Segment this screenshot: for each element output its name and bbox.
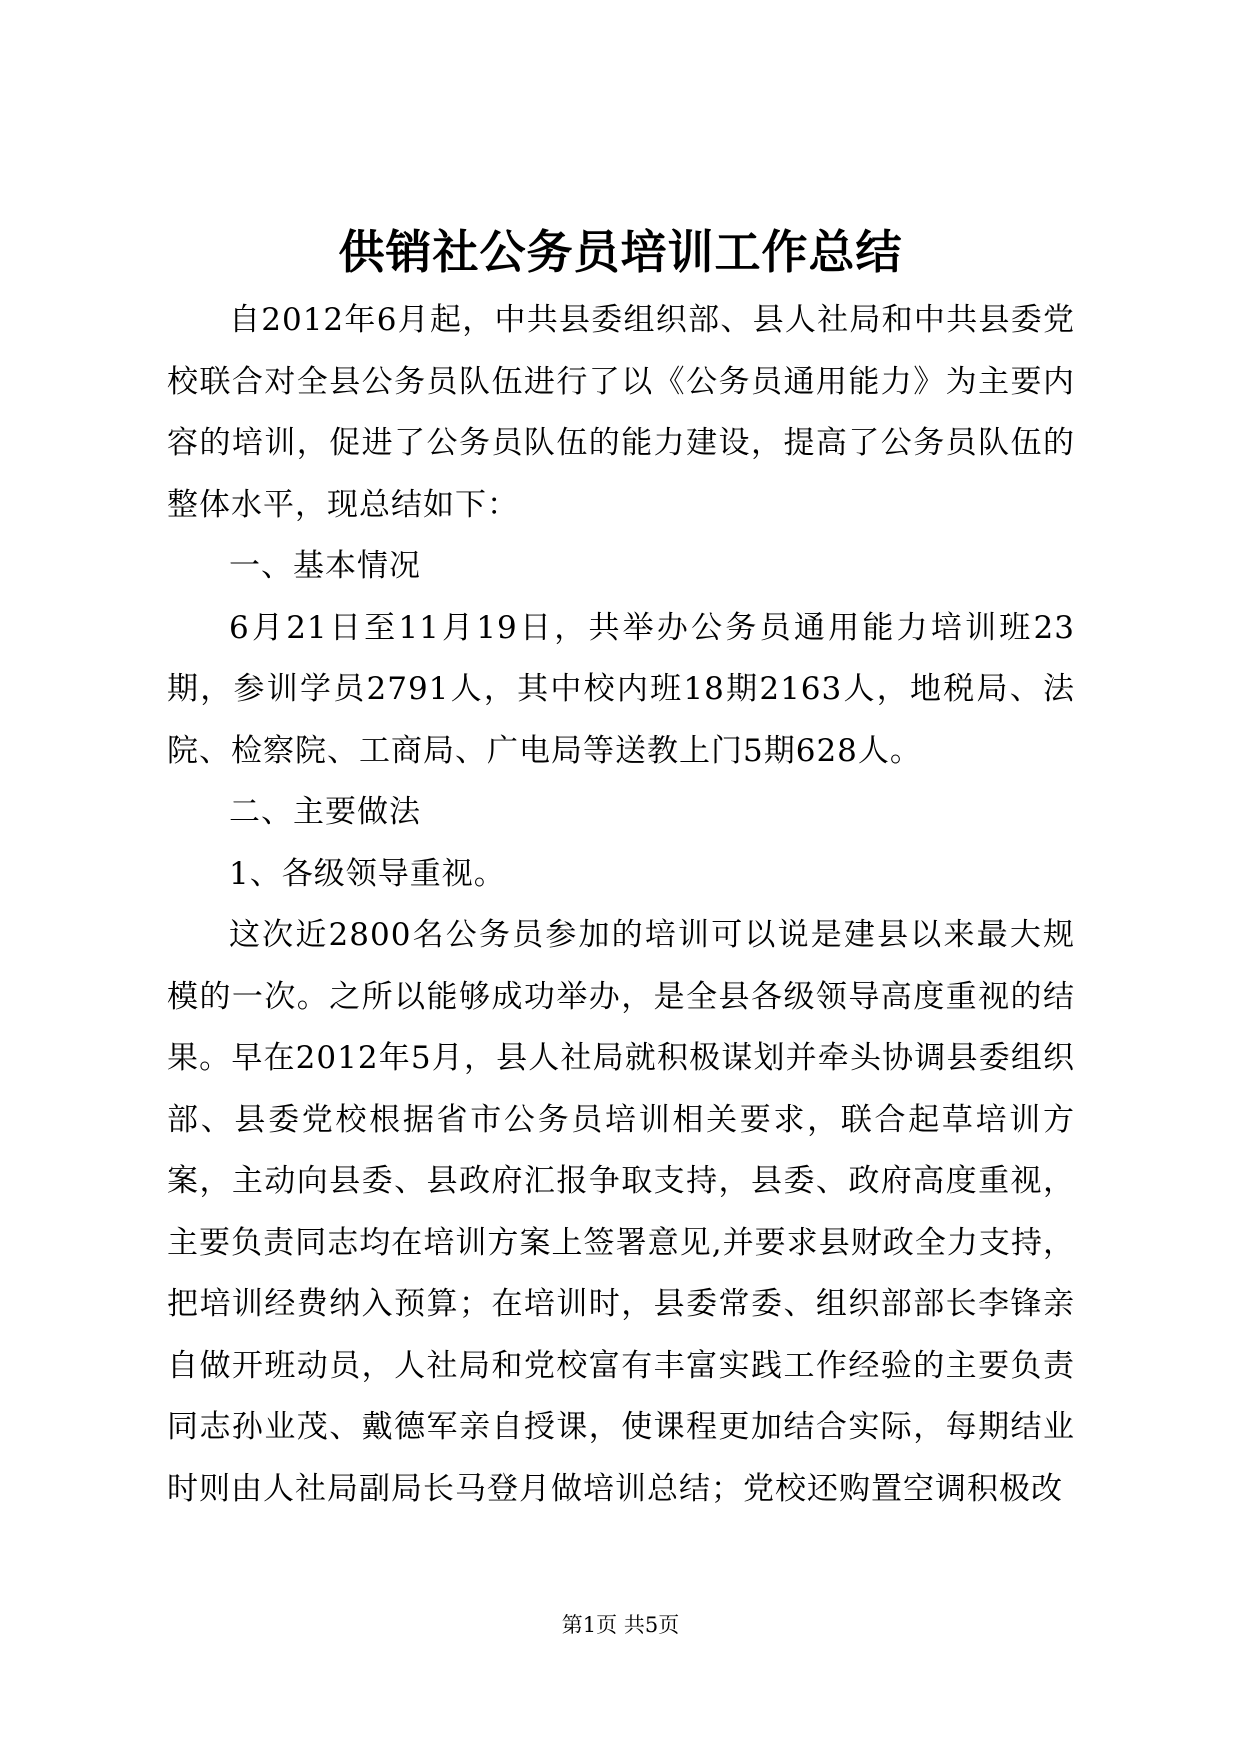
document-body [167, 290, 1075, 1520]
heading-basic-situation: 一、基本情况 [229, 548, 421, 584]
paragraph-leadership: 这次近2800名公务员参加的培训可以说是建县以来最大规模的一次。之所以能够成功举办，是全县各级领导高度重视的结果。早在2012年5月，县人社局就积极谋划并牵头协调县委组织部、县委党校根据省市公务员培训相关要求，联合起草培训方案，主动向县委、县政府汇报争取支持，县委、政府高度重视，主要负责同志均在培训方案上签署意见,并要求县财政全力支持，把培训经费纳入预算；在培训时，县委常委、组织部部长李锋亲自做开班动员，人社局和党校富有丰富实践工作经验的主要负责同志孙业茂、戴德军亲自授课，使课程更加结合实际，每期结业时则由人社局副局长马登月做培训总结；党校还购置空调积极改 [167, 917, 1075, 1507]
paragraph-intro: 自2012年6月起，中共县委组织部、县人社局和中共县委党校联合对全县公务员队伍进行了以《公务员通用能力》为主要内容的培训，促进了公务员队伍的能力建设，提高了公务员队伍的整体水平，现总结如下： [167, 302, 1075, 523]
document-title: 供销社公务员培训工作总结 [338, 225, 903, 279]
paragraph-basic-situation: 6月21日至11月19日，共举办公务员通用能力培训班23期，参训学员2791人，其中校内班18期2163人，地税局、法院、检察院、工商局、广电局等送教上门5期628人。 [167, 609, 1075, 769]
subheading-leadership: 1、各级领导重视。 [229, 855, 506, 892]
heading-main-practices: 二、主要做法 [229, 794, 421, 830]
page-footer: 第1页 共5页 [561, 1613, 680, 1637]
